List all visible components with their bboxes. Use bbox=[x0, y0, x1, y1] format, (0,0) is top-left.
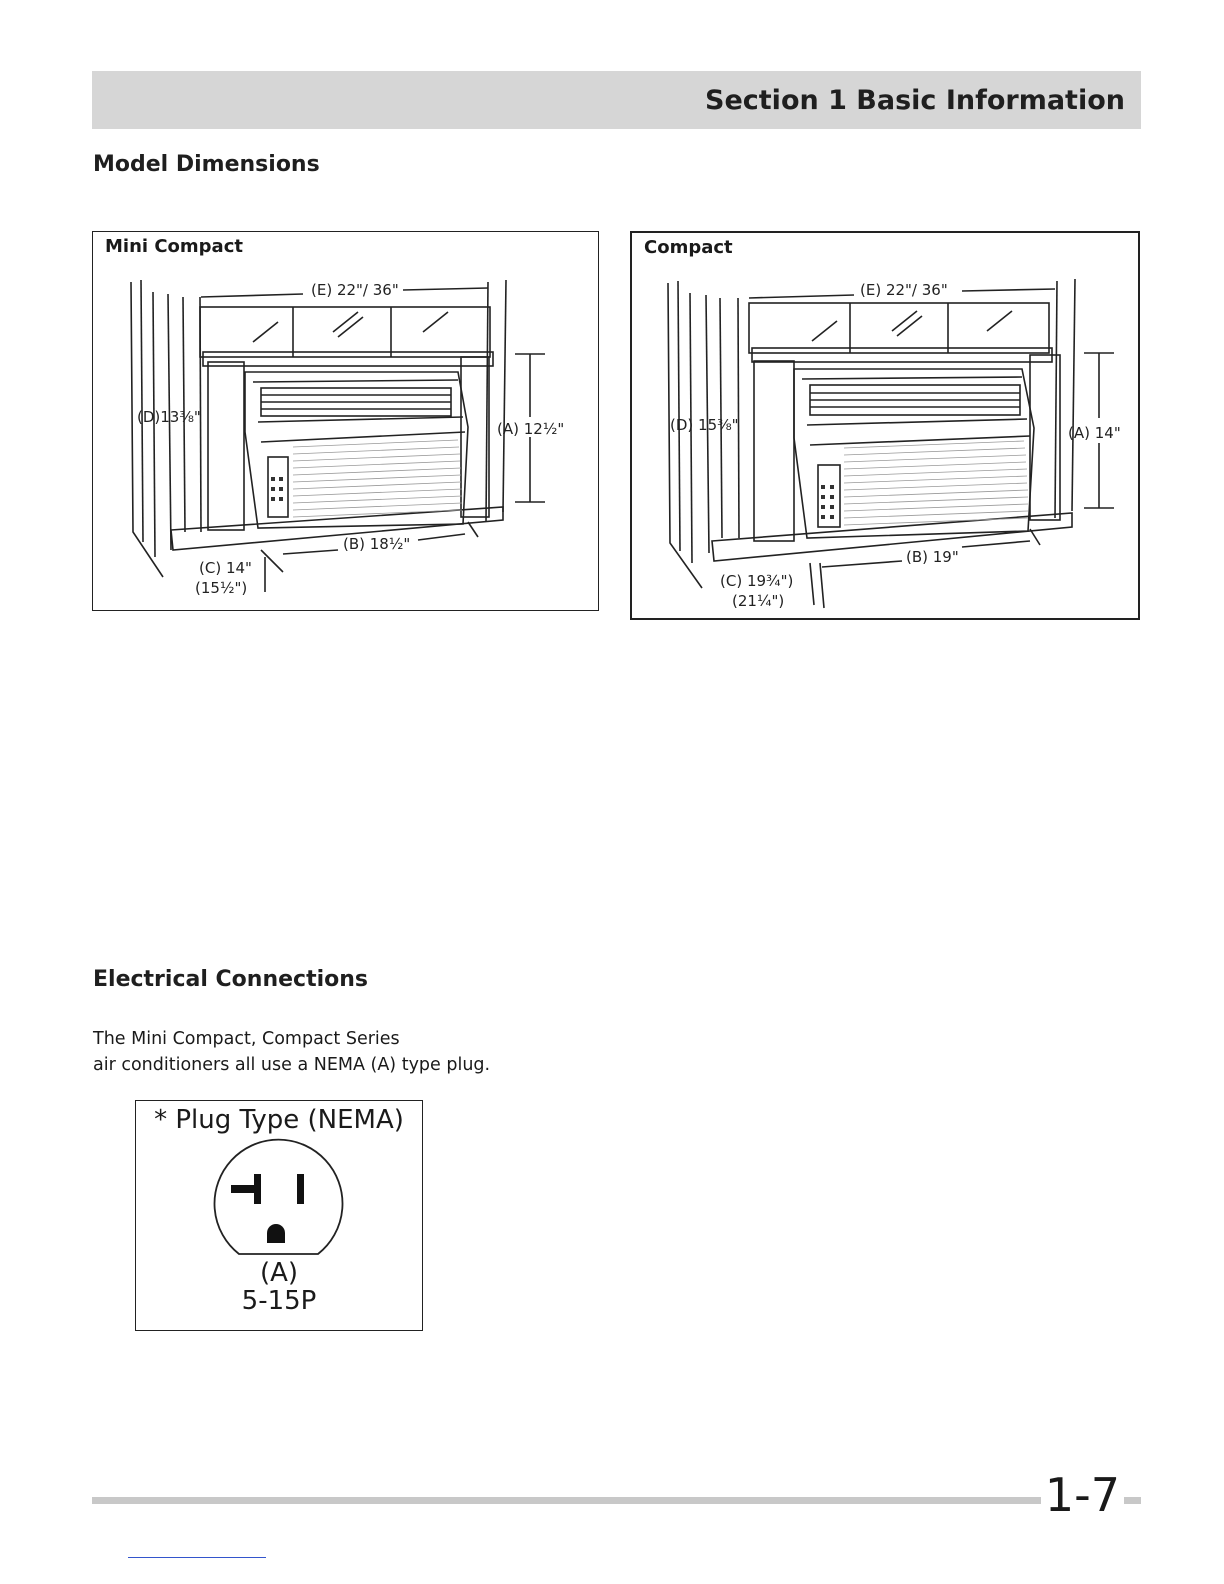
dim-d-label: (D) 15⅜" bbox=[670, 416, 739, 434]
compact-illustration bbox=[632, 233, 1138, 618]
dim-e-label: (E) 22"/ 36" bbox=[311, 281, 399, 299]
footer-bar bbox=[92, 1497, 1141, 1504]
electrical-connections-heading: Electrical Connections bbox=[93, 967, 368, 992]
dim-a-label: (A) 12½" bbox=[497, 420, 565, 438]
dim-b-label: (B) 19" bbox=[906, 548, 959, 566]
dim-c-alt-label: (21¼") bbox=[732, 592, 785, 610]
electrical-description bbox=[93, 1026, 490, 1078]
model-dimensions-heading: Model Dimensions bbox=[93, 152, 320, 177]
section-title: Section 1 Basic Information bbox=[705, 85, 1125, 116]
plug-type-box bbox=[135, 1100, 423, 1331]
dim-c-alt-label: (15½") bbox=[195, 579, 248, 597]
dim-a-label: (A) 14" bbox=[1068, 424, 1121, 442]
dim-e-label: (E) 22"/ 36" bbox=[860, 281, 948, 299]
electrical-line-2: air conditioners all use a NEMA (A) type plug. bbox=[93, 1055, 491, 1075]
plug-code: 5-15P bbox=[241, 1286, 317, 1316]
compact-title: Compact bbox=[644, 237, 733, 258]
plug-label: (A) bbox=[259, 1258, 299, 1288]
footer-link-underline[interactable] bbox=[128, 1557, 266, 1558]
electrical-line-1: The Mini Compact, Compact Series bbox=[93, 1029, 400, 1049]
dim-b-label: (B) 18½" bbox=[343, 535, 411, 553]
mini-compact-illustration bbox=[93, 232, 598, 610]
compact-diagram bbox=[630, 231, 1140, 620]
mini-compact-diagram bbox=[92, 231, 599, 611]
page-number: 1-7 bbox=[1041, 1468, 1124, 1522]
dim-c-label: (C) 19¾") bbox=[720, 572, 794, 590]
plug-type-title: * Plug Type (NEMA) bbox=[154, 1105, 404, 1135]
dim-c-label: (C) 14" bbox=[199, 559, 252, 577]
dim-d-label: (D)13⅜" bbox=[137, 408, 201, 426]
section-header-bar bbox=[92, 71, 1141, 129]
mini-compact-title: Mini Compact bbox=[105, 236, 243, 257]
